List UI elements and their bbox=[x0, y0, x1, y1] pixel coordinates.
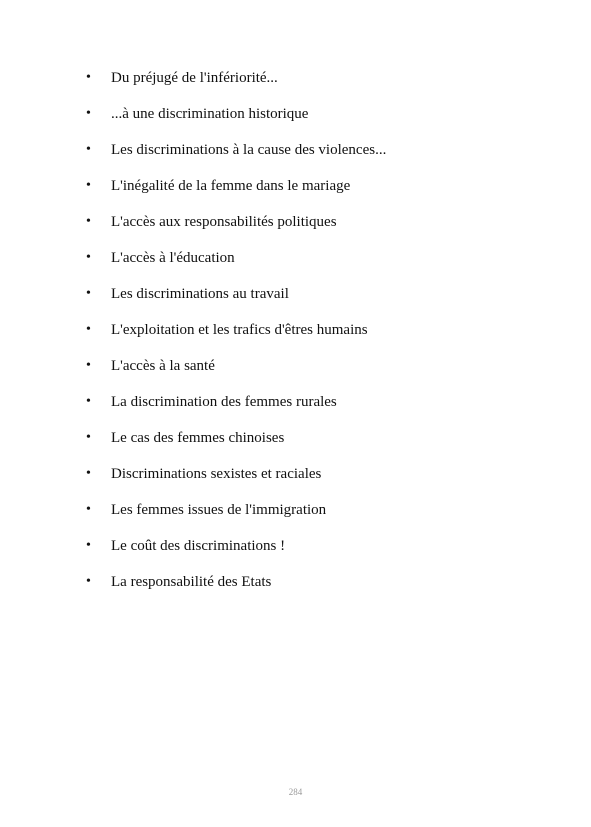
bullet-icon: • bbox=[86, 502, 91, 517]
bullet-icon: • bbox=[86, 430, 91, 445]
bullet-icon: • bbox=[86, 358, 91, 373]
bullet-icon: • bbox=[86, 142, 91, 157]
bullet-icon: • bbox=[86, 322, 91, 337]
bullet-icon: • bbox=[86, 178, 91, 193]
list-item-text: L'inégalité de la femme dans le mariage bbox=[111, 178, 351, 194]
list-item-text: L'accès à la santé bbox=[111, 358, 215, 374]
bullet-icon: • bbox=[86, 70, 91, 85]
bullet-icon: • bbox=[86, 214, 91, 229]
list-item-text: Le cas des femmes chinoises bbox=[111, 430, 285, 446]
list-item-text: Discriminations sexistes et raciales bbox=[111, 466, 322, 482]
bullet-icon: • bbox=[86, 250, 91, 265]
list-item-text: La discrimination des femmes rurales bbox=[111, 394, 337, 410]
bullet-icon: • bbox=[86, 574, 91, 589]
list-item-text: ...à une discrimination historique bbox=[111, 106, 309, 122]
list-item-text: Le coût des discriminations ! bbox=[111, 538, 286, 554]
list-item-text: Les femmes issues de l'immigration bbox=[111, 502, 327, 518]
list-item-text: Du préjugé de l'infériorité... bbox=[111, 70, 278, 86]
bullet-icon: • bbox=[86, 466, 91, 481]
page-number: 284 bbox=[288, 787, 303, 797]
list-item-text: L'accès à l'éducation bbox=[111, 250, 235, 266]
list-item-text: L'exploitation et les trafics d'êtres humains bbox=[111, 322, 368, 338]
bullet-icon: • bbox=[86, 286, 91, 301]
bullet-icon: • bbox=[86, 538, 91, 553]
bullet-icon: • bbox=[86, 106, 91, 121]
list-item-text: Les discriminations à la cause des violences... bbox=[111, 142, 387, 158]
list-item-text: L'accès aux responsabilités politiques bbox=[111, 214, 337, 230]
list-item-text: La responsabilité des Etats bbox=[111, 574, 272, 590]
bullet-icon: • bbox=[86, 394, 91, 409]
list-item-text: Les discriminations au travail bbox=[111, 286, 289, 302]
